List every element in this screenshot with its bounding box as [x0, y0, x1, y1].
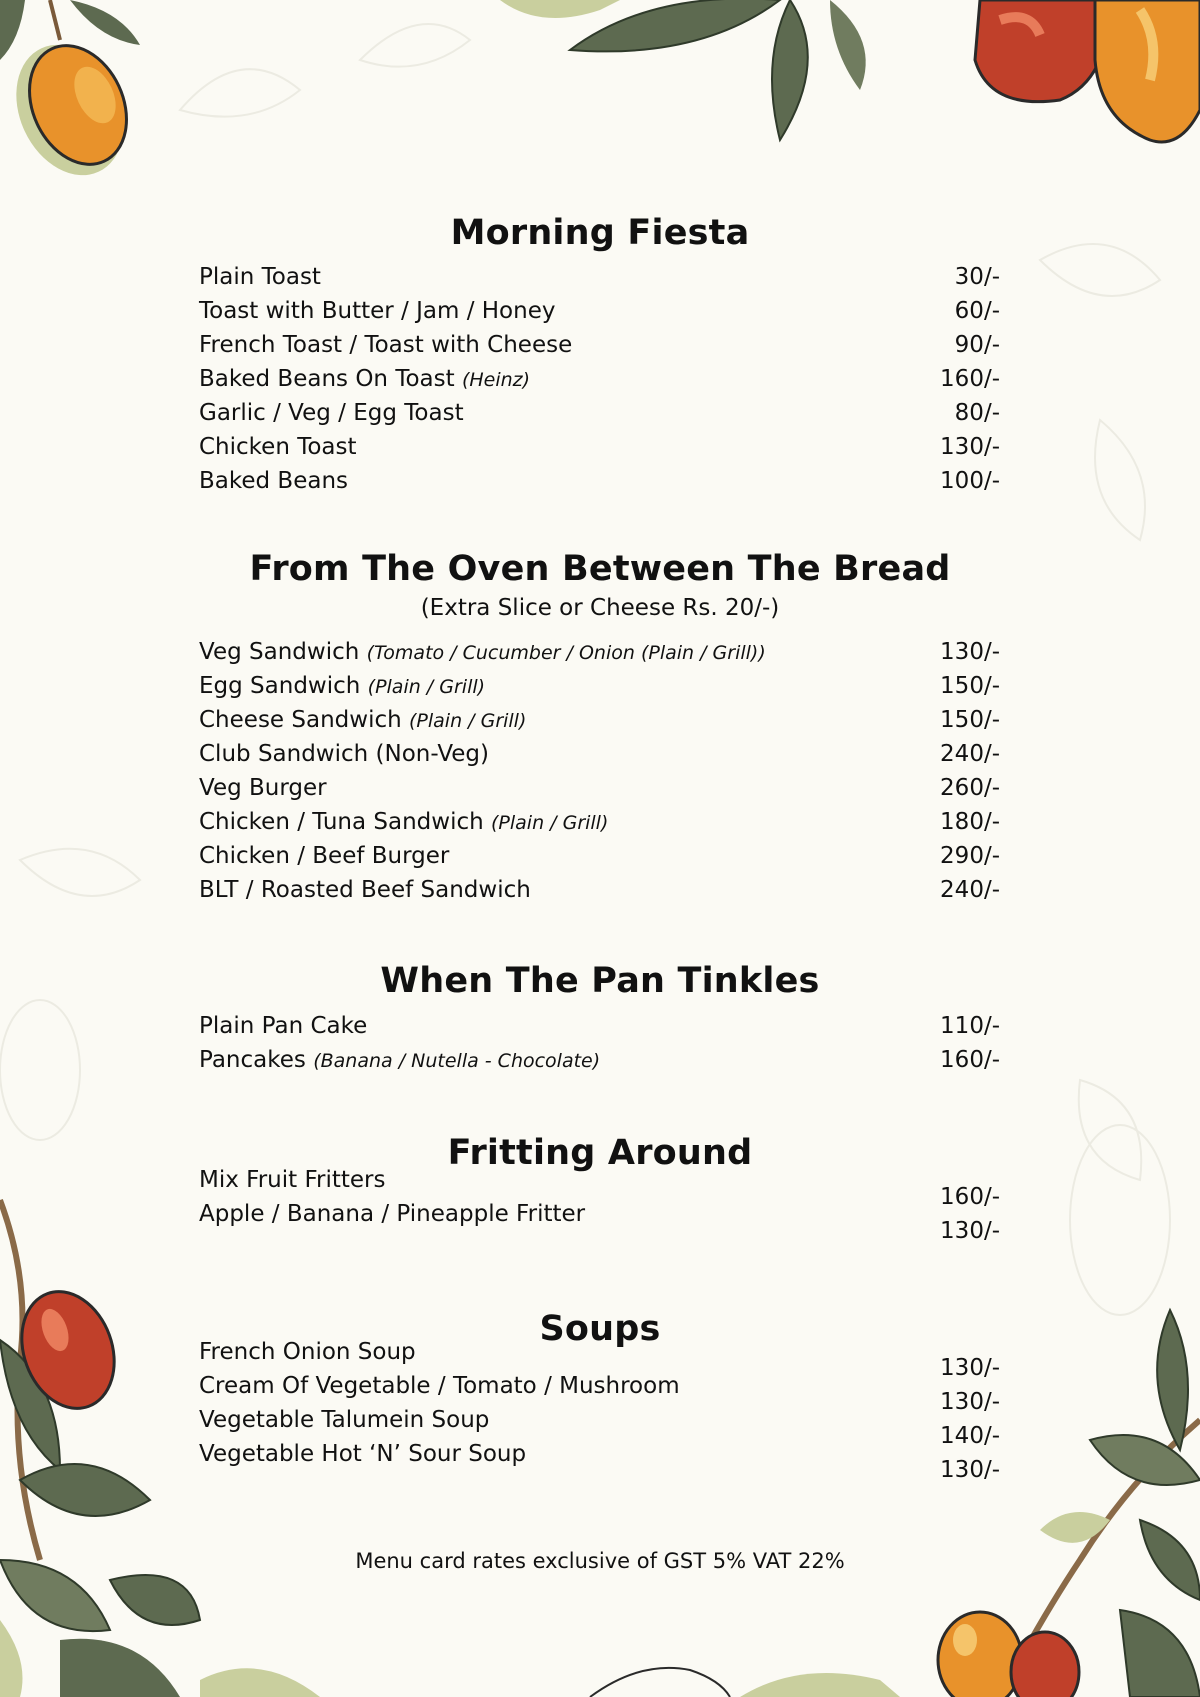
- menu-item-name: Veg Sandwich (Tomato / Cucumber / Onion (Plain / Grill)): [199, 639, 766, 665]
- menu-item-price: 60/-: [954, 298, 1000, 324]
- menu-item-name: Chicken / Beef Burger: [199, 843, 450, 869]
- menu-item-note: (Heinz): [461, 369, 531, 391]
- menu-item-name: Vegetable Hot ‘N’ Sour Soup: [199, 1441, 527, 1467]
- menu-item-price: 150/-: [940, 707, 1000, 733]
- menu-item-note: (Banana / Nutella - Chocolate): [313, 1050, 601, 1072]
- tax-footnote: Menu card rates exclusive of GST 5% VAT 22%: [355, 1549, 845, 1573]
- menu-item-name: Chicken / Tuna Sandwich (Plain / Grill): [199, 809, 609, 835]
- menu-item-name: Plain Pan Cake: [199, 1013, 368, 1039]
- menu-item-price: 30/-: [954, 264, 1000, 290]
- menu-item-price: 110/-: [940, 1013, 1000, 1039]
- menu-item-name: Mix Fruit Fritters: [199, 1167, 386, 1193]
- menu-item-price: 130/-: [940, 434, 1000, 460]
- menu-item-price: 150/-: [940, 673, 1000, 699]
- menu-item-price: 290/-: [940, 843, 1000, 869]
- section-title-when-the-pan-tinkles: When The Pan Tinkles: [380, 961, 820, 1001]
- menu-item-name: French Toast / Toast with Cheese: [199, 332, 573, 358]
- menu-item-name: BLT / Roasted Beef Sandwich: [199, 877, 531, 903]
- menu-item-price: 130/-: [940, 1457, 1000, 1483]
- section-title-soups: Soups: [539, 1309, 661, 1349]
- menu-item-price: 180/-: [940, 809, 1000, 835]
- menu-item-name: Veg Burger: [199, 775, 327, 801]
- menu-item-note: (Plain / Grill): [367, 676, 486, 698]
- menu-item-name: Apple / Banana / Pineapple Fritter: [199, 1201, 586, 1227]
- menu-item-price: 130/-: [940, 1218, 1000, 1244]
- menu-item-note: (Tomato / Cucumber / Onion (Plain / Grill)): [366, 642, 766, 664]
- menu-item-price: 100/-: [940, 468, 1000, 494]
- menu-item-name: Garlic / Veg / Egg Toast: [199, 400, 464, 426]
- menu-item-name: Baked Beans On Toast (Heinz): [199, 366, 531, 392]
- menu-item-price: 80/-: [954, 400, 1000, 426]
- menu-item-price: 130/-: [940, 639, 1000, 665]
- menu-item-name: Toast with Butter / Jam / Honey: [199, 298, 556, 324]
- menu-item-name: Chicken Toast: [199, 434, 357, 460]
- menu-item-price: 240/-: [940, 877, 1000, 903]
- menu-item-note: (Plain / Grill): [491, 812, 609, 834]
- section-title-morning-fiesta: Morning Fiesta: [450, 213, 750, 253]
- menu-item-price: 130/-: [940, 1355, 1000, 1381]
- menu-item-name: Cream Of Vegetable / Tomato / Mushroom: [199, 1373, 680, 1399]
- menu-item-name: Egg Sandwich (Plain / Grill): [199, 673, 486, 699]
- menu-item-name: Pancakes (Banana / Nutella - Chocolate): [199, 1047, 601, 1073]
- menu-item-name: French Onion Soup: [199, 1339, 416, 1365]
- menu-item-name: Plain Toast: [199, 264, 321, 290]
- menu-item-price: 160/-: [940, 366, 1000, 392]
- menu-item-name: Baked Beans: [199, 468, 349, 494]
- menu-item-note: (Plain / Grill): [409, 710, 527, 732]
- menu-item-price: 90/-: [954, 332, 1000, 358]
- menu-item-price: 260/-: [940, 775, 1000, 801]
- menu-item-price: 160/-: [940, 1047, 1000, 1073]
- menu-item-name: Vegetable Talumein Soup: [199, 1407, 490, 1433]
- menu-item-price: 130/-: [940, 1389, 1000, 1415]
- menu-item-price: 140/-: [940, 1423, 1000, 1449]
- section-title-from-the-oven: From The Oven Between The Bread: [249, 549, 951, 589]
- menu-item-name: Club Sandwich (Non-Veg): [199, 741, 489, 767]
- menu-item-price: 160/-: [940, 1184, 1000, 1210]
- section-title-fritting-around: Fritting Around: [447, 1133, 753, 1173]
- menu-item-name: Cheese Sandwich (Plain / Grill): [199, 707, 527, 733]
- section-subtitle-extra-slice: (Extra Slice or Cheese Rs. 20/-): [420, 595, 780, 621]
- menu-item-price: 240/-: [940, 741, 1000, 767]
